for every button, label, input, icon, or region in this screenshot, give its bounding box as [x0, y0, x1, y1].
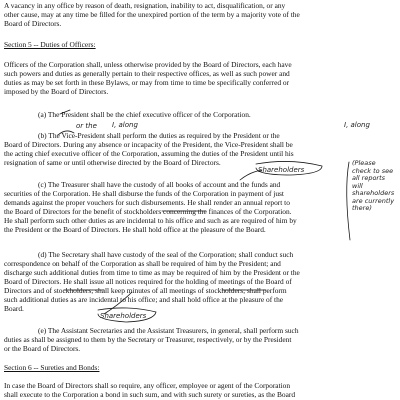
handwritten-along-2: I, along: [344, 121, 370, 129]
clause-d-line-3: discharge such additional duties from time to time as may be required of him by the President or the: [4, 268, 300, 277]
handwritten-along-1: I, along: [112, 121, 138, 129]
clause-e-line-3: or the Board of Directors.: [4, 344, 81, 353]
clause-b-line-1: (b) The Vice-President shall perform the duties as required by the President or the: [38, 131, 280, 140]
handwritten-or-the: or the: [76, 122, 97, 130]
section-6-line-1: In case the Board of Directors shall so require, any officer, employee or agent of the Corporation: [4, 381, 291, 390]
clause-c-line-5: He shall perform such other duties as are incidental to his office and such as are required of him by: [4, 216, 297, 225]
clause-e-line-1: (e) The Assistant Secretaries and the Assistant Treasurers, in general, shall perform such: [38, 326, 299, 335]
intro-line-3: Board of Directors.: [4, 19, 62, 28]
clause-b-line-2: Board of Directors. During any absence or incapacity of the President, the Vice-President shall be: [4, 140, 293, 149]
section-5-intro-line-4: imposed by the Board of Directors.: [4, 87, 109, 96]
handwritten-margin-note: (Please check to see all reports will shareholders are currently there): [352, 159, 395, 212]
clause-c-line-2: securities of the Corporation. He shall disburse the funds of the Corporation in payment of just: [4, 189, 284, 198]
clause-e-line-2: duties as shall be assigned to them by the Secretary or Treasurer, respectively, or by the President: [4, 335, 292, 344]
section-6-line-2: shall execute to the Corporation a bond in such sum, and with such surety or sureties, as the Board: [4, 390, 296, 399]
clause-c-line-1: (c) The Treasurer shall have the custody of all books of account and the funds and: [38, 180, 281, 189]
clause-c-line-3: demands against the proper vouchers for such disbursements. He shall render an annual report to: [4, 198, 290, 207]
handwritten-shareholders-d: Shareholders: [100, 312, 147, 320]
handwritten-shareholders-c: Shareholders: [258, 166, 305, 174]
clause-d-line-7: Board.: [4, 304, 24, 313]
clause-d-line-4: Board of Directors. He shall issue all notices required for the holding of meetings of the Board of: [4, 277, 292, 286]
clause-c-line-6: the President or the Board of Directors. He shall hold office at the pleasure of the Board.: [4, 225, 266, 234]
intro-line-1: A vacancy in any office by reason of death, resignation, inability to act, disqualification, or any: [4, 1, 286, 10]
clause-d-line-6: such additional duties as are incidental to his office; and shall hold office at the pleasure of the: [4, 295, 284, 304]
intro-line-2: other cause, may at any time be filled for the unexpired portion of the term by a majority vote of the: [4, 10, 300, 19]
clause-d-line-2: correspondence on behalf of the Corporation as shall be required of him by the President; and: [4, 259, 281, 268]
clause-a: (a) The President shall be the chief executive officer of the Corporation.: [38, 110, 251, 119]
clause-b-line-4: resignation of same or until otherwise directed by the Board of Directors.: [4, 158, 221, 167]
section-5-heading: Section 5 -- Duties of Officers:: [4, 40, 96, 49]
clause-d-line-1: (d) The Secretary shall have custody of the seal of the Corporation; shall conduct such: [38, 250, 294, 259]
section-5-intro-line-2: such powers and duties as generally pertain to their respective offices, as well as such power and: [4, 69, 290, 78]
clause-b-line-3: the acting chief executive officer of the Corporation, assuming the duties of the President until his: [4, 149, 294, 158]
clause-c-line-4: the Board of Directors for the benefit of stockholders concerning the finances of the Corporation.: [4, 207, 292, 216]
ink-bracket-margin: [347, 162, 350, 240]
clause-d-line-5: Directors and of stockholders; shall keep minutes of all meetings of stockholders; shall perform: [4, 286, 287, 295]
section-5-intro-line-3: duties as may be set forth in these Bylaws, or may from time to time be specifically conferred or: [4, 78, 290, 87]
section-5-intro-line-1: Officers of the Corporation shall, unless otherwise provided by the Board of Directors, each have: [4, 60, 292, 69]
section-6-heading: Section 6 -- Sureties and Bonds:: [4, 363, 100, 372]
